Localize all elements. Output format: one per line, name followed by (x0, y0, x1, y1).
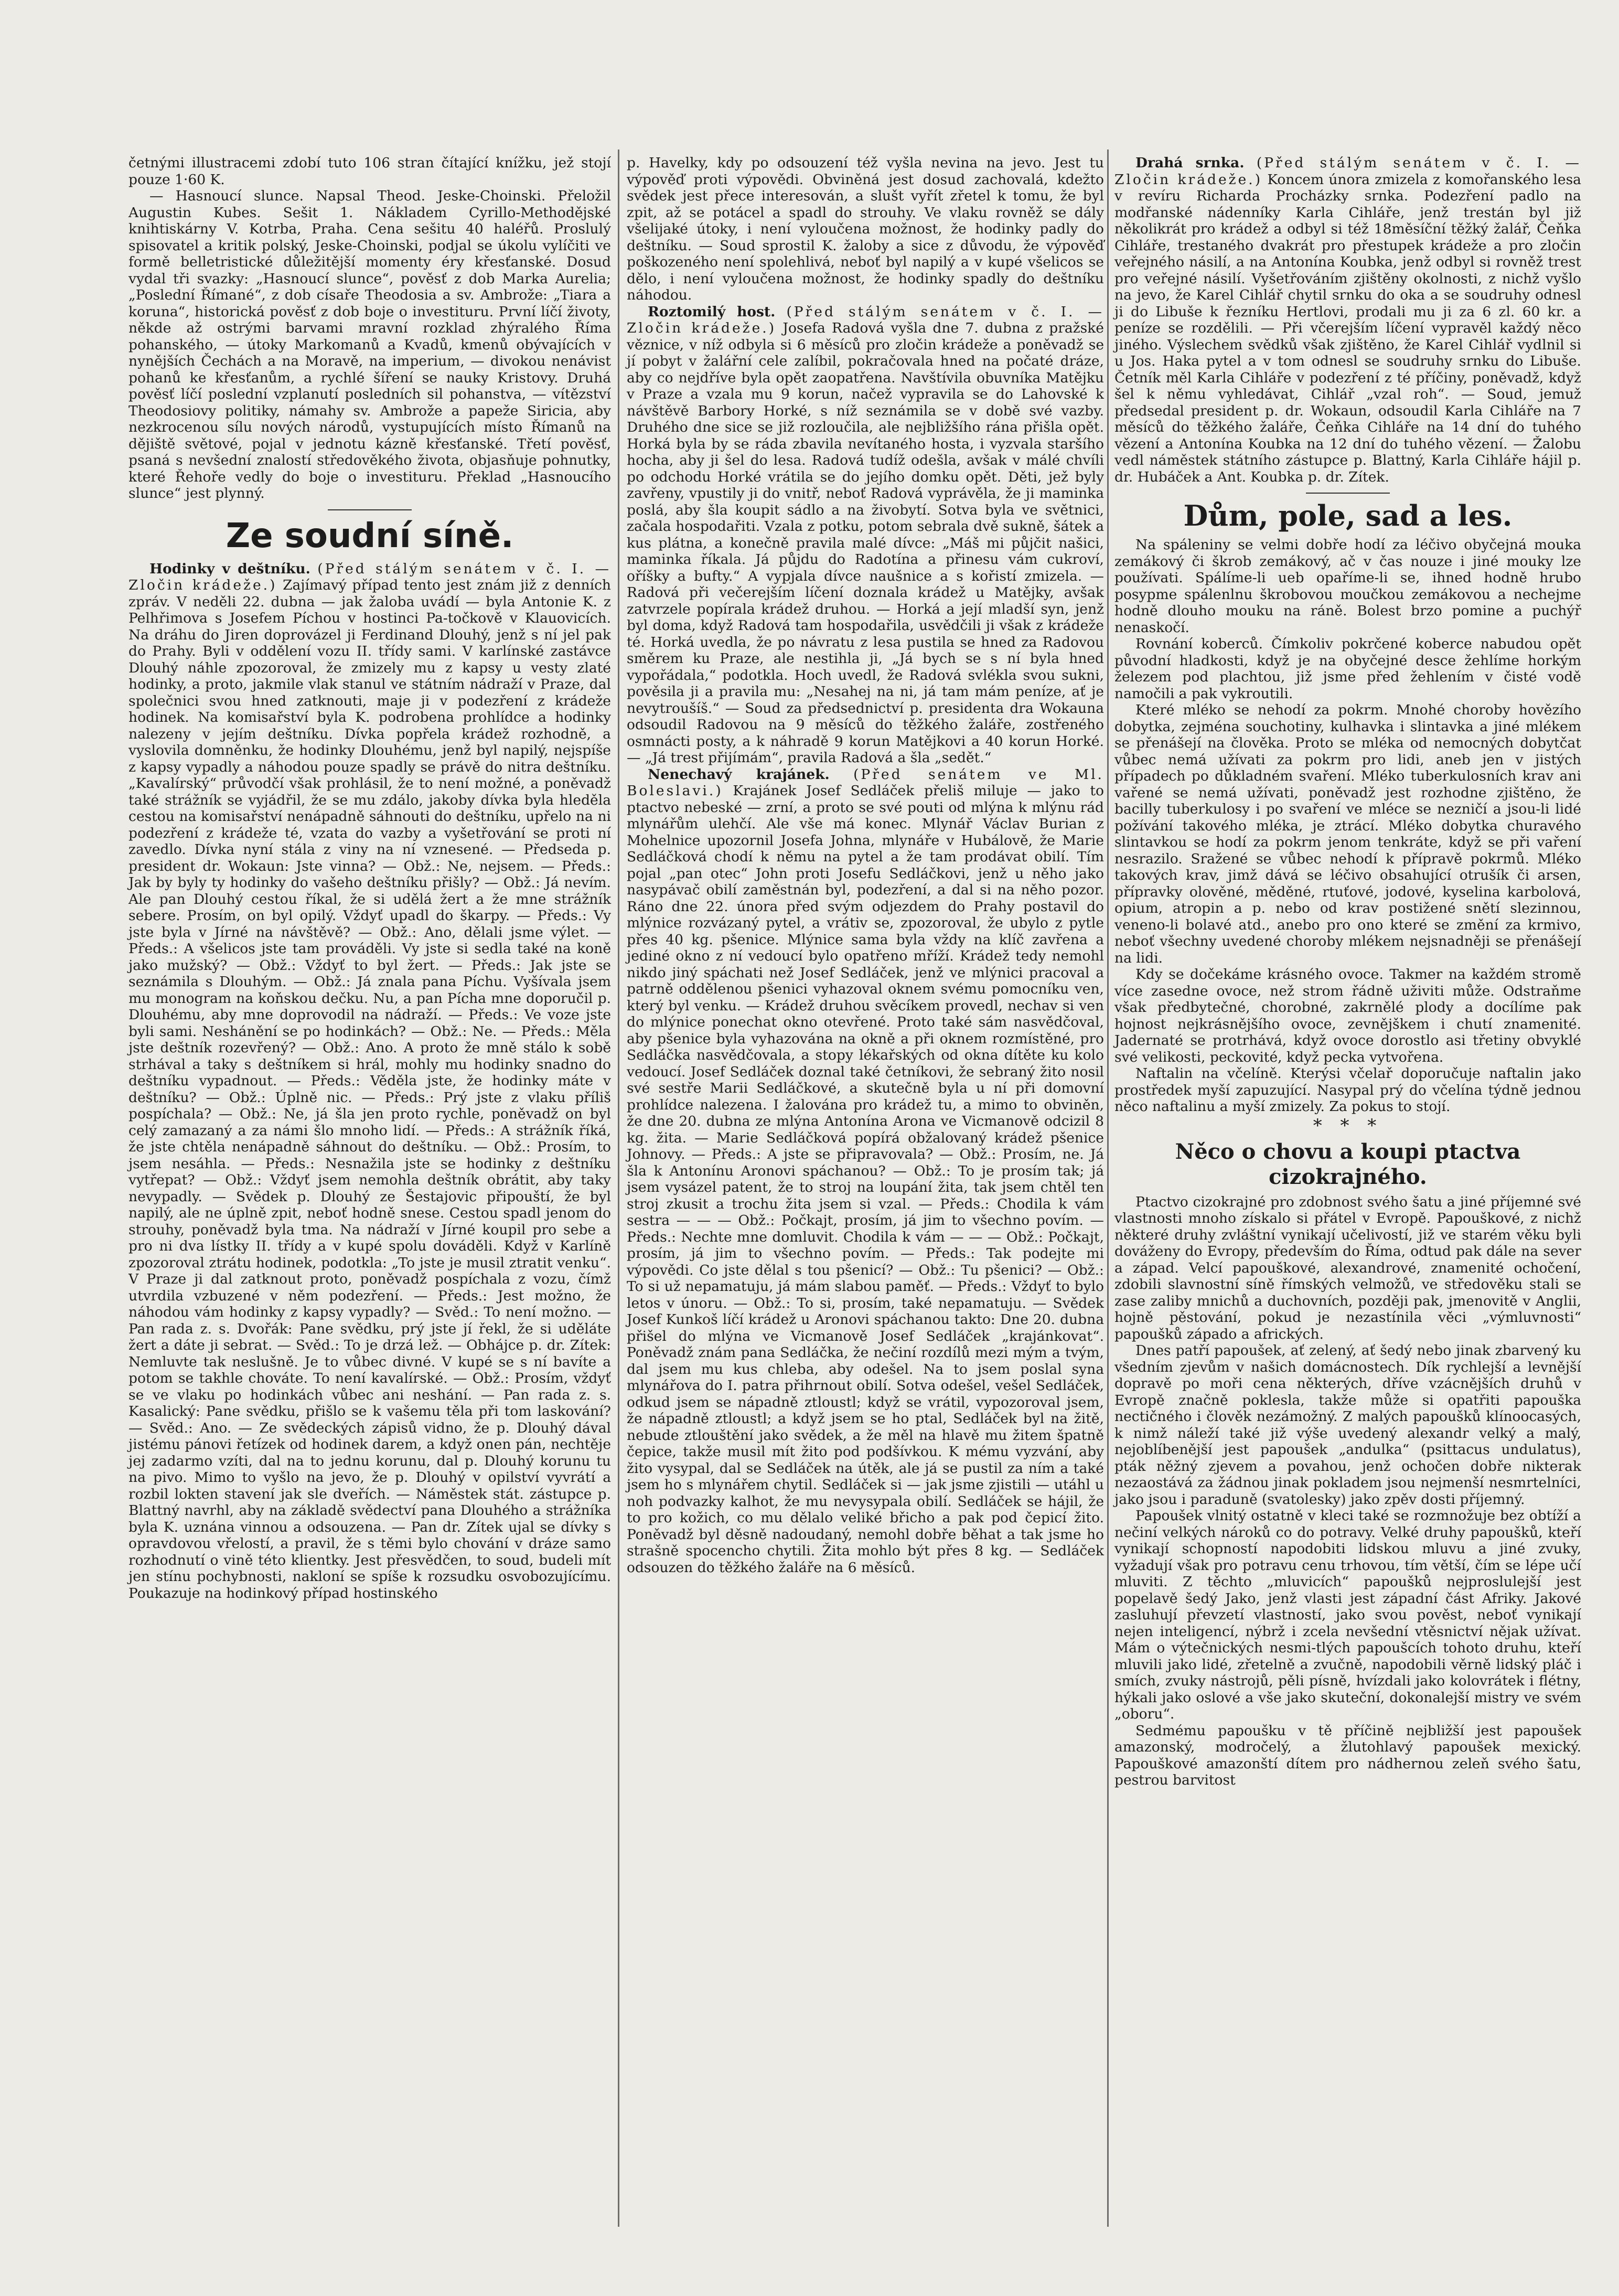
divider (328, 509, 412, 510)
article-body: Zajímavý případ tento jest znám již z denních zpráv. V neděli 22. dubna — jak žaloba uvádí — byla Antonie K. z Pelhřimova s Josefem Píchou v hostinci Pa-točkově v Klauovicích. Na dráhu do Jiren doprovázel ji Ferdinand Dlouhý, jenž s ní jel pak do Prahy. Byli v oddělení vozu II. třídy sami. V karlínské zastávce Dlouhý náhle zpozoroval, že zmizely mu z kapsy u vesty zlaté hodinky, a proto, jakmile vlak stanul ve státním nádraží v Praze, dal společnici svou hned zatknouti, maje ji v podezření z krádeže hodinek. Na komisařství byla K. podrobena prohlídce a hodinky nalezeny v jejím deštníku. Dívka popřela krádež rozhodně, a vyslovila domněnku, že hodinky Dlouhému, jenž byl napilý, nejspíše z kapsy vypadly a náhodou pouze spadly se právě do nitra deštníku. „Kavalírský“ průvodčí však prohlásil, že to není možné, a poněvadž také strážník se vyjádřil, že se mu zdálo, jakoby dívka byla hleděla cestou na komisařství nenápadně sáhnouti do deštníku, upřelo na ni podezření z krádeže té, vzata do vazby a vyšetřování se proti ní zavedlo. Dívka nyní stála z viny na ní vznesené. — Předseda p. president dr. Wokaun: Jste vinna? — Obž.: Ne, nejsem. — Předs.: Jak by byly ty hodinky do vašeho deštníku přišly? — Obž.: Já nevím. Ale pan Dlouhý cestou říkal, že si udělá žert a že mne strážník sebere. Prosím, on byl opilý. Vždyť upadl do škarpy. — Předs.: Vy jste byla v Jírné na návštěvě? — Obž.: Ano, dělali jsme výlet. — Předs.: A všelicos jste tam prováděli. Vy jste si sedla také na koně jako mužský? — Obž.: Vždyť to byl žert. — Předs.: Jak jste se seznámila s Dlouhým. — Obž.: Já znala pana Píchu. Vyšívala jsem mu monogram na koňskou dečku. Nu, a pan Pícha mne doporučil p. Dlouhému, aby mne doprovodil na nádraží. — Předs.: Ve voze jste byli sami. Neshánění se po hodinkách? — Obž.: Ne. — Předs.: Měla jste deštník rozevřený? — Obž.: Ano. A proto že mně stálo k sobě strhával a taky s deštníkem si hrál, mohly mu hodinky snadno do deštníku vypadnout. — Předs.: Věděla jste, že hodinky máte v deštníku? — Obž.: Úplně nic. — Předs.: Prý jste z vlaku příliš pospíchala? — Obž.: Ne, já šla jen proto rychle, poněvadž on byl celý zamazaný a za námi šlo mnoho lidí. — Předs.: A strážník říká, že jste chtěla nenápadně sáhnout do deštníku. — Obž.: Prosím, to jsem nesáhla. — Předs.: Nesnažila jste se hodinky z deštníku vytřepat? — Obž.: Vždyť jsem nemohla deštník obrátit, aby taky nevypadly. — Svědek p. Dlouhý ze Šestajovic připouští, že byl napilý, ale ne úplně zpit, neboť hodně snese. Cestou spadl jenom do strouhy, poněvadž byla tma. Na nádraží v Jírné koupil pro sebe a pro ni dva lístky II. třídy a v kupé spolu dováděli. Když v Karlíně zpozoroval ztrátu hodinek, podotkla: „To jste je musil ztratit venku“. V Praze ji dal zatknout proto, poněvadž pospíchala z vozu, čímž utvrdila vzbuzené v něm podezření. — Předs.: Jest možno, že náhodou vám hodinky z kapsy vypadly? — Svěd.: To není možno. — Pan rada z. s. Dvořák: Pane svědku, prý jste jí řekl, že si uděláte žert a dáte ji sebrat. — Svěd.: To je drzá lež. — Obhájce p. dr. Zítek: Nemluvte tak neslušně. Je to vůbec divné. V kupé se s ní bavíte a potom se takhle chováte. To není kavalírské. — Obž.: Prosím, vždyť se ve vlaku po hodinkách vůbec ani neshání. — Pan rada z. s. Kasalický: Pane svědku, přišlo se k vašemu těla při tom laskování? — Svěd.: Ano. — Ze svědeckých zápisů vidno, že p. Dlouhý dával jistému pánovi řetízek od hodinek darem, a když onen pán, nechtěje jej zadarmo vzíti, dal na to jednu korunu, dal p. Dlouhý korunu tu na pivo. Mimo to vyšlo na jevo, že p. Dlouhý v opilství vyvrátí a rozbil lokten stavení jak sle dveřích. — Náměstek stát. zástupce p. Blattný navrhl, aby na základě svědectví pana Dlouhého a strážníka byla K. uznána vinnou a odsouzena. — Pan dr. Zítek ujal se dívky s opravdovou vřelostí, a pravil, že s těmi bylo chování v dráze samo rozhodnutí o vině této klientky. Jest přesvědčen, to soud, budeli mít jen stínu pochybnosti, nakloní se spíše k rozsudku osvobozujícímu. Poukazuje na hodinkový případ hostinského (128, 577, 611, 1601)
item-paragraph: Kdy se dočekáme krásného ovoce. Takmer na každém stromě více zasedne ovoce, než strom řádně uživiti může. Odstraňme však předbytečné, chorobné, zakrnělé plody a docílíme pak hojnost nejkrásnějšího ovoce, zevnějškem i chutí znamenité. Jadernaté se protrhává, když ovoce dorostlo asi třetiny obvyklé své velikosti, peckovité, když pecka vytvořena. (1114, 966, 1581, 1065)
paragraph: Ptactvo cizokrajné pro zdobnost svého šatu a jiné příjemné své vlastnosti mnoho získalo si přátel v Evropě. Papouškové, z nichž některé druhy zvláštní vynikají učelivostí, již ve starém věku byli dováženy do Evropy, především do Říma, odtud pak dále na sever a západ. Velcí papouškové, alexandrové, znamenité ochočení, zdobili slavnostní síně římských velmožů, ve středověku stali se zase zaliby mnichů a duchovních, později pak, jmenovitě v Anglii, hojně pěstování, pokud je nezastínila věci „výmluvnosti“ papoušků západo a afrických. (1114, 1193, 1581, 1342)
paragraph: Papoušek vlnitý ostatně v kleci také se rozmnožuje bez obtíží a nečiní velkých nároků co do potravy. Velké druhy papoušků, kteří vynikají schopností napodobiti lidskou mluvu a jiné zvuky, vyžadují však pro potravu cenu trhovou, tím větší, čím se lépe učí mluviti. Z těchto „mluvicích“ papoušků nejproslulejší jest popelavě šedý Jako, jenž vlasti jest západní část Afriky. Jakové zasluhují převzetí vlastností, jako svou pověst, neboť vynikají nejen inteligencí, nýbrž i zcela nevšední vtěsnictví nějak užívat. Mám o výtečnických nesmi-tlých papoušcích tohoto druhu, kteří mluvili jako lidé, zřetelně a zvučně, napodobili věrně lidský pláč i smích, zvuky nástrojů, pěli písně, hvízdali jako kolovrátek i flétny, hýkali jako oslové a vše jako skuteční, dokonalejší mistry ve svém „oboru“. (1114, 1508, 1581, 1722)
item-paragraph: Na spáleniny se velmi dobře hodí za léčivo obyčejná mouka zemákový či škrob zemákový, ač v čas nouze i jiné mouky lze používati. Spálíme-li ueb opaříme-li se, ihned hodně hrubo posypme spálenlnu škrobovou moučkou zemákovou a nechejme hodně dlouho mouku na ráně. Bolest brzo pomine a puchýř nenaskočí. (1114, 537, 1581, 636)
article-headline: Drahá srnka. (1135, 155, 1245, 171)
item-paragraph: Naftalin na včelíně. Kterýsi včelař doporučuje naftalin jako prostředek myší zapuzující. Nasypal prý do včelína týdně jednou něco naftalinu a myší zmizely. Za pokus to stojí. (1114, 1065, 1581, 1115)
column-1 (128, 155, 611, 1601)
section-title: Dům, pole, sad a les. (1183, 499, 1513, 532)
column-rule (618, 149, 619, 2227)
paragraph: — Hasnoucí slunce. Napsal Theod. Jeske-Choinski. Přeložil Augustin Kubes. Sešit 1. Nákladem Cyrillo-Methodějské knihtiskárny V. Kotrba, Praha. Cena sešitu 40 haléřů. Proslulý spisovatel a kritik polský, Jeske-Choinski, podjal se úkolu vylíčiti ve formě belletristické důležitější momenty éry křesťanské. Dosud vydal tři svazky: „Hasnoucí slunce“, pověsť z dob Marka Aurelia; „Poslední Římané“, z dob císaře Theodosia a sv. Ambrože: „Tiara a koruna“, historická pověsť z dob boje o investituru. První líčí životy, někde až ostrými barvami mravní rozklad zhýralého Říma pohanského, — útoky Markomanů a Kvadů, kmenů obývajících v nynějších Čechách a na Moravě, na imperium, — divokou nenávist pohanů ke křesťanům, a rychlé šíření se nauky Kristovy. Druhá pověsť líčí poslední vzplanutí posledních sil pohanstva, — vítězství Theodosiovy politiky, námahy sv. Ambrože a papeže Siricia, aby nezkrocenou sílu nových národů, vystupujících místo Římanů na dějiště světové, pojal v jednotu kázně křesťanské. Třetí pověsť, psaná s nevšední znalostí středověkého života, objasňuje pohnutky, které Řehoře vedly do boje o investituru. Překlad „Hasnoucího slunce“ jest plynný. (128, 188, 611, 501)
article-headline: Roztomilý host. (648, 303, 776, 320)
section-title: Ze soudní síně. (226, 516, 514, 556)
court-info: (Před stálým senátem v č. I. — Zločin krádeže.) (1114, 155, 1581, 188)
section-title: Něco o chovu a koupi ptactva cizokrajného. (1175, 1139, 1521, 1189)
item-paragraph: Rovnání koberců. Čímkoliv pokrčené koberce nabudou opět původní hladkosti, když je na obyčejné desce žehlíme horkým železem pod plachtou, již jsme před žehlením v čisté vodě namočili a pak vykroutili. (1114, 636, 1581, 702)
paragraph: četnými illustracemi zdobí tuto 106 stran čítající knížku, jež stojí pouze 1·60 K. (128, 155, 611, 188)
divider (1306, 493, 1390, 494)
stars-divider: * * * (1313, 1115, 1383, 1136)
article-headline: Nenechavý krajánek. (648, 766, 830, 783)
column-rule (1107, 149, 1109, 2227)
article-body: Krajánek Josef Sedláček přeliš miluje — jako to ptactvo nebeské — zrní, a proto se své pouti od mlýna k mlýnu rád mlynářům ulehčí. Ale vše má konec. Mlynář Václav Burian z Mohelnice upozornil Josefa Johna, mlynáře v Hubálově, že Marie Sedláčková chodí k němu na pytel a že tam prodávat obilí. Tím pojal „pan otec“ John proti Josefu Sedláčkovi, jenž u něho jako nasypávač obilí zaměstnán byl, podezření, a dal si na něho pozor. Ráno dne 22. února před svým odjezdem do Prahy postavil do mlýnice rozvázaný pytel, a vrátiv se, zpozoroval, že ubylo z pytle přes 40 kg. pšenice. Mlýnice sama byla vždy na klíč zavřena a jediné okno z ní vedoucí bylo opatřeno mříží. Krádež tedy nemohl nikdo jiný spáchati než Josef Sedláček, jenž ve mlýnici pracoval a patrně oddělenou pšenici vyhazoval oknem svému pomocníku ven, který byl venku. — Krádež druhou svěcíkem provedl, nechav si ven do mlýnice ponechat okno otevřené. Proto také sám nasvědčoval, aby pšenice byla vyhazována na okně a při oknem rozmístěné, pro Sedláčka nasvědčovala, a stopy lékařských od okna dítěte ku kolo vedoucí. Josef Sedláček doznal také četníkovi, že sebraný žito nosil své sestře Marii Sedláčkové, a skutečně byla u ní při domovní prohlídce nalezena. I žalována pro krádež tu, a mimo to obviněn, že dne 20. dubna ze mlýna Antonína Arona ve Vicmanově odcizil 8 kg. žita. — Marie Sedláčková popírá obžalovaný krádež pšenice Johnovy. — Předs.: A jste se připravovala? — Obž.: Prosím, ne. Já šla k Antonínu Aronovi spáchanou? — Obž.: To je prosím tak; já jsem vysázel patent, že to stroj na loupání žita, tak jsem chtěl ten stroj zkusit a trochu žita jsem si vzal. — Předs.: Chodila k vám sestra — — — Obž.: Počkajt, prosím, já jim to všechno povím. — Předs.: Nechte mne domluvit. Chodila k vám — — — Obž.: Počkajt, prosím, já jim to všechno povím. — Předs.: Tak podejte mi výpovědi. Co jste dělal s tou pšenicí? — Obž.: Tu pšenici? — Obž.: To si už nepamatuju, já mám slabou paměť. — Předs.: Vždyť to bylo letos v únoru. — Obž.: To si, prosím, také nepamatuju. — Svědek Josef Kunkoš líčí krádež u Aronovi spáchanou takto: Dne 20. dubna přišel do mlýna ve Vicmanově Josef Sedláček „krajánkovat“. Poněvadž znám pana Sedláčka, že nečiní rozdílů mezi mým a tvým, dal jsem mu kus chleba, aby odešel. Na to jsem poslal syna mlynářova do I. patra přihrnout obilí. Sotva odešel, vešel Sedláček, odkud jsem se nápadně ztloustl; když se vrátil, vypozoroval jsem, že nápadně ztloustl; a když jsem se ho ptal, Sedláček byl na žitě, nebude ztlouštění jako svědek, a že měl na hlavě mu žitem špatně čepice, takže musil mít žito pod podšívkou. K mému vyzvání, aby žito vysypal, dal se Sedláček na útěk, ale já se pustil za ním a také jsem ho s mlynářem chytil. Sedláček si — jak jsme zjistili — utáhl u noh podvazky kalhot, že mu nevysypala obilí. Sedláček se hájil, že to pro kožich, co mu dělalo veliké břicho a pak pod čepicí žito. Poněvadž byl děsně nadoudaný, nemohl dobře běhat a tak jsme ho strašně spocencho chytili. Žita mohlo být přes 8 kg. — Sedláček odsouzen do těžkého žaláře na 6 měsíců. (627, 783, 1104, 1576)
court-info: (Před stálým senátem v č. I. — Zločin krádeže.) (128, 560, 611, 593)
article-body: Koncem února zmizela z komořanského lesa v revíru Richarda Procházky srnka. Podezření padlo na modřanské nádenníky Karla Cihláře, jenž trestán byl již několikrát pro krádež a odbyl si též 18měsíční těžký žalář, Čeňka Cihláře, trestaného dvakrát pro přestupek krádeže a pro zločin veřejného násilí, a na Antonína Koubka, jenž odbyl si rovněž trest pro veřejné násilí. Vyšetřováním zjištěny okolnosti, z nichž vyšlo na jevo, že Karel Cihlář chytil srnku do oka a se soudruhy odnesl ji do Libuše k řezníku Hertlovi, prodali mu ji za 6 zl. 60 kr. a peníze se rozdělili. — Při včerejším líčení vypravěl každý něco jiného. Výslechem svědků však zjištěno, že Karel Cihlář vydlnil si u Jos. Haka pytel a v tom odnesl se soudruhy srnku do Libuše. Četník měl Karla Cihláře v podezření z té příčiny, poněvadž, když šel k němu vyhledávat, Cihlář „vzal roh“. — Soud, jemuž předsedal president p. dr. Wokaun, odsoudil Karla Cihláře na 7 měsíců do těžkého žaláře, Čeňka Cihláře na 14 dní do tuhého vězení a Antonína Koubka na 12 dní do tuhého vězení. — Žalobu vedl náměstek státního zástupce p. Blattný, Karla Cihláře hájil p. dr. Hubáček a Ant. Koubka p. dr. Zítek. (1114, 171, 1581, 485)
court-info: (Před senátem ve Ml. Boleslavi.) (627, 766, 1104, 799)
article-body: Josefa Radová vyšla dne 7. dubna z pražské věznice, v níž odbyla si 6 měsíců pro zločin krádeže a poněvadž se jí pobyt v žalářní cele zalíbil, pokračovala hned na počaté dráze, aby co nejdříve byla opět zaopatřena. Navštívila obuvníka Matějku v Praze a vzala mu 9 korun, načež vypravila se do Lahovské k návštěvě Barbory Horké, s níž seznámila se v době své vazby. Druhého dne sice se již rozloučila, ale nejbližšího rána přišla opět. Horká byla by se ráda zbavila nevítaného hosta, i vyzvala staršího hocha, aby ji šel do lesa. Radová tudíž odešla, avšak v málé chvíli po odchodu Horké vrátila se do jejího domku opět. Děti, jež byly zavřeny, vpustily ji do vnitř, neboť Radová vyprávěla, že ji maminka poslá, aby šla koupit sádlo a na živobytí. Sotva byla ve světnici, začala hospodařiti. Vzala z potku, potom sebrala dvě sukně, šátek a kus plátna, a konečně pravila malé dívce: „Máš mi půjčit našici, maminka říkala. Já půjdu do Radotína a přinesu vám cukroví, oříšky a bufty.“ A vypjala dívce naušnice a s kořistí zmizela. — Radová při večerejším líčení doznala krádež u Matějky, avšak zatvrzele popírala krádež druhou. — Horká a její mladší syn, jenž byl doma, když Radová tam hospodařila, usvědčili ji však z krádeže té. Horká uvedla, že po návratu z lesa pustila se hned za Radovou směrem ku Praze, ale nestihla ji, „Já bych se s ní byla hned vypořádala,“ podotkla. Hoch uvedl, že Radová svlékla svou sukni, pověsila ji a pravila mu: „Nesahej na ni, já tam mám peníze, ať je nevytroušíš.“ — Soud za předsednictví p. presidenta dra Wokauna odsoudil Radovou na 9 měsíců do těžkého žaláře, zostřeného osmnácti posty, a k náhradě 9 korun Matějkovi a 40 korun Horké. — „Já trest přijímám“, pravila Radová a šla „sedět.“ (627, 320, 1104, 766)
court-info: (Před stálým senátem v č. I. — Zločin krádeže.) (627, 303, 1104, 336)
paragraph: Dnes patří papoušek, ať zelený, ať šedý nebo jinak zbarvený ku všedním zjevům v našich domácnostech. Dík rychlejší a levnější dopravě po moři cena některých, dříve vzácnějších druhů v Evropě značně poklesla, takže může si opatřiti papouška nectičného i člověk nezámožný. Z malých papoušků klínoocasých, k nimž náleží také již výše uvedený alexandr velký a malý, nejoblíbenější jest papoušek „andulka“ (psittacus undulatus), pták něžný zjevem a povahou, jenž ochočen dobře nikterak nezaostává za žádnou jinak pokladem jsou nejmenší nesmrtelníci, jako jsou i paraduně (svatolesky) jako zpěv dosti příjemný. (1114, 1342, 1581, 1508)
paragraph: Sedmému papoušku v tě příčině nejbližší jest papoušek amazonský, modročelý, a žlutohlavý papoušek mexický. Papouškové amazonští dítem pro nádhernou zeleň svého šatu, pestrou barvitost (1114, 1722, 1581, 1788)
column-2 (627, 155, 1104, 1576)
item-paragraph: Které mléko se nehodí za pokrm. Mnohé choroby hovězího dobytka, zejména souchotiny, kulhavka i slintavka a jiné mlékem se přenášejí na člověka. Proto se mléka od nemocných dobytčat vůbec nemá užívati za pokrm pro lidi, aneb jen v jistých případech po důkladném svaření. Mléko tuberkulosních krav ani vařené se nemá užívati, poněvadž jest rozhodne zjištěno, že bacilly tuberkulosy i po svaření ve mléce se nezničí a jsou-li lidé požívání takového mléka, je ztrácí. Mléko dobytka churavého slintavkou se hodí za pokrm jenom tenkráte, když se při vaření nesrazilo. Sražené se vůbec nehodí k přípravě pokrmů. Mléko takových krav, jimž dává se léčivo obsahující otrušík či arsen, přípravky olověné, měděné, rtuťové, jodové, kyselina karbolová, opium, atropin a p. nebo od krav postižené snětí slezinnou, veneno-li bolavé atd., anebo pro ono které se změní za krmivo, neboť všechny uvedené choroby mlékem nejsnadněji se přenášejí na lidi. (1114, 702, 1581, 966)
column-3 (1114, 155, 1581, 1789)
article-headline: Hodinky v deštníku. (149, 560, 310, 577)
article-body: p. Havelky, kdy po odsouzení též vyšla nevina na jevo. Jest tu výpověď proti výpovědi. Obviněná jest dosud zachovalá, kdežto svědek jest přece interesován, a slušt vyřít zřetel k tomu, že byl zpit, až se potácel a spadl do strouhy. Ve vlaku rovněž se dály všelijaké útoky, i není vyloučena možnost, že hodinky padly do deštníku. — Soud sprostil K. žaloby a sice z důvodu, že výpověď poškozeného není spolehlivá, neboť byl napilý a v kupé všelicos se dělo, i není vyloučena možnost, že hodinky spadly do deštníku náhodou. (627, 155, 1104, 303)
